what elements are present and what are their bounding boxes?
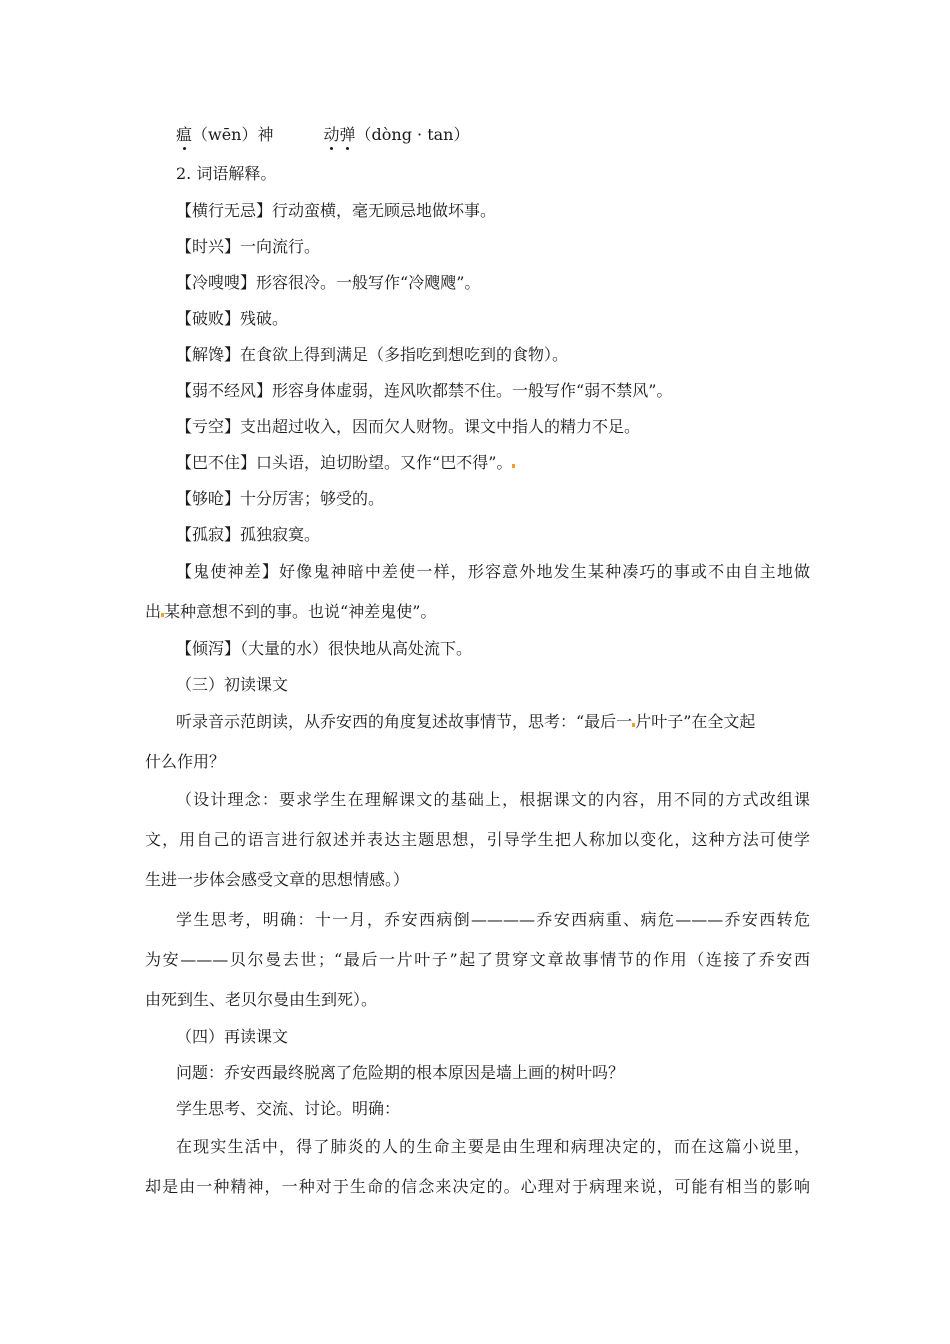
pinyin-char: 弹	[339, 125, 356, 144]
section-heading: （三）初读课文	[176, 675, 289, 694]
pinyin-reading: （dòng · tan）	[355, 125, 470, 144]
glossary-definition: 行动蛮横，毫无顾忌地做坏事。	[272, 201, 497, 220]
glossary-term: 【冷嗖嗖】	[176, 273, 257, 292]
section-title: 2. 词语解释。	[176, 164, 277, 183]
glossary-term: 【巴不住】	[176, 453, 257, 472]
pinyin-char: 瘟	[176, 125, 193, 144]
paragraph-line	[176, 712, 810, 732]
glossary-term: 【够呛】	[176, 489, 241, 508]
text-fragment: 听录音示范朗读，从乔安西的角度复述故事情节，思考：“最后一	[176, 712, 633, 731]
glossary-definition: 形容身体虚弱，连风吹都禁不住。一般写作“弱不禁风”。	[272, 381, 673, 400]
glossary-definition: 一向流行。	[240, 237, 321, 256]
text-fragment: 某种意想不到的事。也说“神差鬼使”。	[164, 602, 437, 621]
glossary-entry	[176, 453, 810, 473]
pinyin-char: 动	[323, 125, 340, 144]
glossary-definition: 孤独寂寞。	[240, 525, 321, 544]
glossary-entry	[176, 309, 810, 329]
paragraph-line: 问题：乔安西最终脱离了危险期的根本原因是墙上画的树叶吗？	[176, 1063, 625, 1082]
glossary-entry	[176, 237, 810, 257]
glossary-entry	[176, 381, 810, 401]
glossary-entry-line	[145, 602, 810, 622]
paragraph-line: （设计理念：要求学生在理解课文的基础上，根据课文的内容，用不同的方式改组课	[176, 790, 810, 809]
glossary-term: 【横行无忌】	[176, 201, 273, 220]
pinyin-row	[176, 125, 810, 145]
paragraph-line: 由死到生、老贝尔曼由生到死）。	[145, 990, 378, 1009]
highlight-mark	[512, 464, 515, 468]
glossary-definition: 口头语，迫切盼望。又作“巴不得”。	[256, 453, 513, 472]
paragraph-line: 文，用自己的语言进行叙述并表达主题思想，引导学生把人称加以变化，这种方法可使学	[145, 830, 810, 849]
glossary-entry-line: 【鬼使神差】好像鬼神暗中差使一样，形容意外地发生某种凑巧的事或不由自主地做	[176, 562, 810, 581]
pinyin-reading: （wēn）神	[192, 125, 274, 144]
glossary-term: 【破败】	[176, 309, 241, 328]
glossary-definition: 形容很冷。一般写作“冷飕飕”。	[256, 273, 481, 292]
glossary-entry	[176, 525, 810, 545]
paragraph-line: 什么作用？	[145, 752, 226, 771]
glossary-term: 【孤寂】	[176, 525, 241, 544]
section-heading: （四）再读课文	[176, 1027, 289, 1046]
text-fragment: 出	[145, 602, 162, 621]
glossary-entry	[176, 345, 810, 365]
glossary-entry	[176, 273, 810, 293]
glossary-entry	[176, 417, 810, 437]
glossary-term: 【弱不经风】	[176, 381, 273, 400]
glossary-entry: 【倾泻】（大量的水）很快地从高处流下。	[176, 639, 473, 658]
paragraph-line: 学生思考、交流、讨论。明确：	[176, 1099, 401, 1118]
glossary-definition: 支出超过收入，因而欠人财物。课文中指人的精力不足。	[240, 417, 641, 436]
glossary-definition: 十分厉害；够受的。	[240, 489, 385, 508]
paragraph-line: 学生思考，明确：十一月，乔安西病倒————乔安西病重、病危———乔安西转危	[176, 910, 810, 929]
glossary-definition: 残破。	[240, 309, 289, 328]
glossary-entry	[176, 489, 810, 509]
paragraph-line: 在现实生活中，得了肺炎的人的生命主要是由生理和病理决定的，而在这篇小说里，	[176, 1137, 810, 1156]
glossary-term: 【解馋】	[176, 345, 241, 364]
glossary-term: 【亏空】	[176, 417, 241, 436]
paragraph-line: 却是由一种精神，一种对于生命的信念来决定的。心理对于病理来说，可能有相当的影响	[145, 1177, 810, 1196]
glossary-term: 【时兴】	[176, 237, 241, 256]
paragraph-line: 生进一步体会感受文章的思想情感。）	[145, 870, 410, 889]
glossary-definition: 在食欲上得到满足（多指吃到想吃到的食物）。	[240, 345, 569, 364]
paragraph-line: 为安———贝尔曼去世；“最后一片叶子”起了贯穿文章故事情节的作用（连接了乔安西	[145, 950, 810, 969]
text-fragment: 片叶子”在全文起	[635, 712, 756, 731]
glossary-entry	[176, 201, 810, 221]
